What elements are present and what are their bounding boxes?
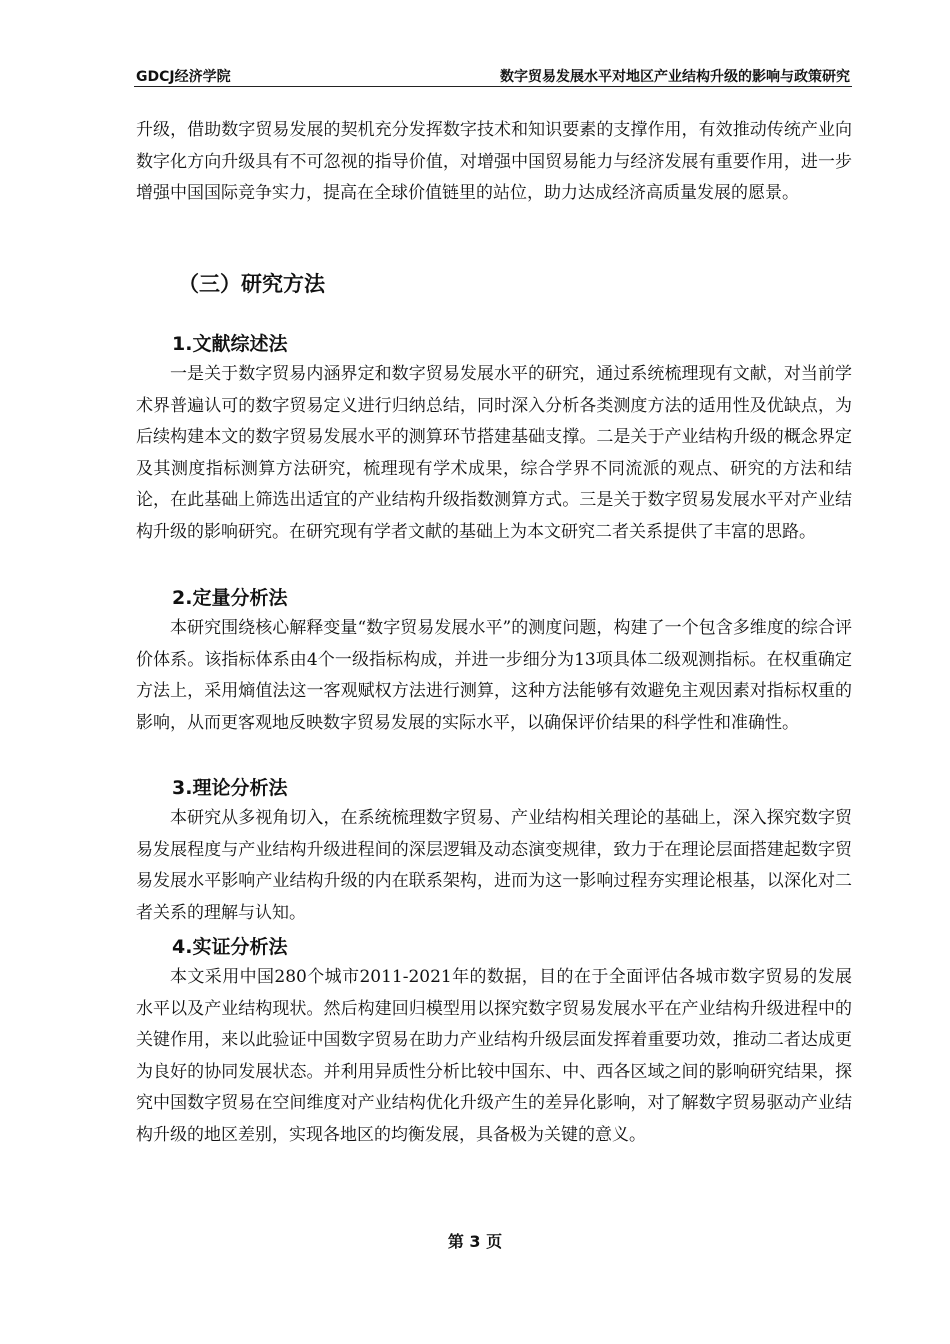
method-heading-quantitative: 2.定量分析法 (172, 587, 288, 609)
intro-paragraph: 升级，借助数字贸易发展的契机充分发挥数字技术和知识要素的支撑作用，有效推动传统产业向数字化方向升级具有不可忽视的指导价值，对增强中国贸易能力与经济发展有重要作用，进一步增强中国国际竞争实力，提高在全球价值链里的站位，助力达成经济高质量发展的愿景。 (136, 120, 852, 204)
section-title: （三）研究方法 (178, 272, 325, 296)
method-paragraph-empirical: 本文采用中国280个城市2011-2021年的数据，目的在于全面评估各城市数字贸易的发展水平以及产业结构现状。然后构建回归模型用以探究数字贸易发展水平在产业结构升级进程中的关键作用，来以此验证中国数字贸易在助力产业结构升级层面发挥着重要功效，推动二者达成更为良好的协同发展状态。并利用异质性分析比较中国东、中、西各区域之间的影响研究结果，探究中国数字贸易在空间维度对产业结构优化升级产生的差异化影响，对了解数字贸易驱动产业结构升级的地区差别，实现各地区的均衡发展，具备极为关键的意义。 (136, 967, 852, 1145)
method-heading-literature-review: 1.文献综述法 (172, 333, 288, 355)
header-divider (134, 86, 852, 87)
header-paper-title: 数字贸易发展水平对地区产业结构升级的影响与政策研究 (500, 69, 850, 85)
header-institution: GDCJ经济学院 (136, 69, 231, 85)
method-heading-empirical: 4.实证分析法 (172, 936, 288, 958)
method-paragraph-theoretical: 本研究从多视角切入，在系统梳理数字贸易、产业结构相关理论的基础上，深入探究数字贸易发展程度与产业结构升级进程间的深层逻辑及动态演变规律，致力于在理论层面搭建起数字贸易发展水平影响产业结构升级的内在联系架构，进而为这一影响过程夯实理论根基，以深化对二者关系的理解与认知。 (136, 808, 852, 923)
method-heading-theoretical: 3.理论分析法 (172, 777, 288, 799)
method-paragraph-literature-review: 一是关于数字贸易内涵界定和数字贸易发展水平的研究，通过系统梳理现有文献，对当前学术界普遍认可的数字贸易定义进行归纳总结，同时深入分析各类测度方法的适用性及优缺点，为后续构建本文的数字贸易发展水平的测算环节搭建基础支撑。二是关于产业结构升级的概念界定及其测度指标测算方法研究，梳理现有学术成果，综合学界不同流派的观点、研究的方法和结论，在此基础上筛选出适宜的产业结构升级指数测算方式。三是关于数字贸易发展水平对产业结构升级的影响研究。在研究现有学者文献的基础上为本文研究二者关系提供了丰富的思路。 (136, 364, 852, 542)
page-number: 第 3 页 (447, 1232, 503, 1251)
method-paragraph-quantitative: 本研究围绕核心解释变量“数字贸易发展水平”的测度问题，构建了一个包含多维度的综合评价体系。该指标体系由4个一级指标构成，并进一步细分为13项具体二级观测指标。在权重确定方法上，采用熵值法这一客观赋权方法进行测算，这种方法能够有效避免主观因素对指标权重的影响，从而更客观地反映数字贸易发展的实际水平，以确保评价结果的科学性和准确性。 (136, 618, 852, 733)
